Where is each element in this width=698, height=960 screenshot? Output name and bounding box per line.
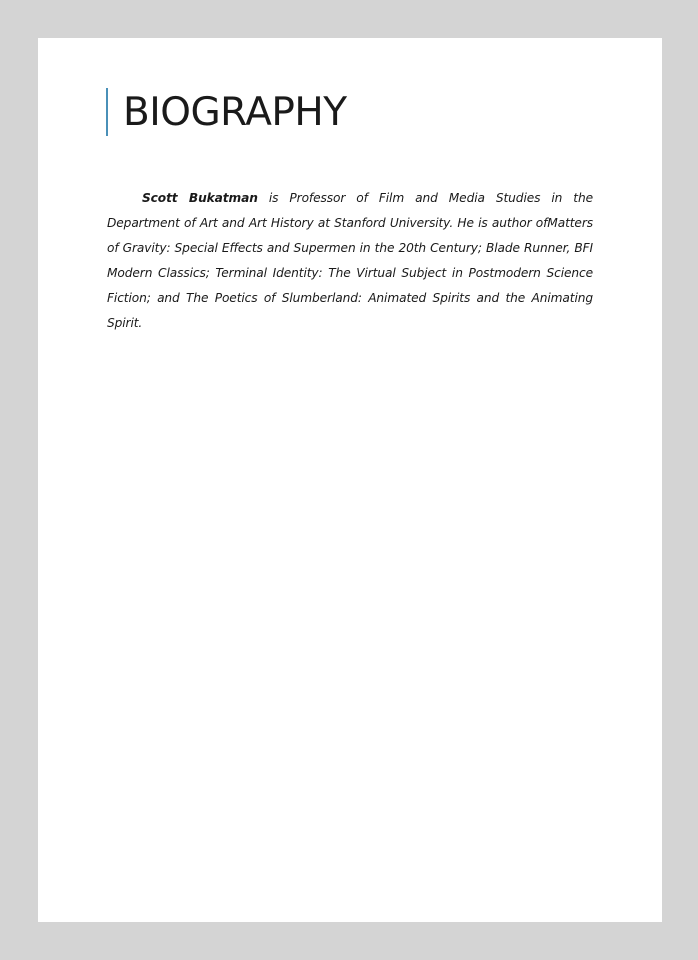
author-name: Scott Bukatman xyxy=(142,191,258,205)
heading-accent-rule xyxy=(106,88,108,136)
document-page xyxy=(38,38,662,922)
biography-text: is Professor of Film and Media Studies in the Department of Art and Art History at Stanford University. He is author ofMatters of Gravity: Special Effects and Supermen in the 20th Century; Blade Runner, BFI Modern Classics; Terminal Identity: The Virtual Subject in Postmodern Science Fiction; and The Poetics of Slumberland: Animated Spirits and the Animating Spirit. xyxy=(107,191,594,330)
biography-paragraph xyxy=(107,186,593,336)
page-title: BIOGRAPHY xyxy=(123,89,347,135)
heading-block xyxy=(106,88,347,136)
